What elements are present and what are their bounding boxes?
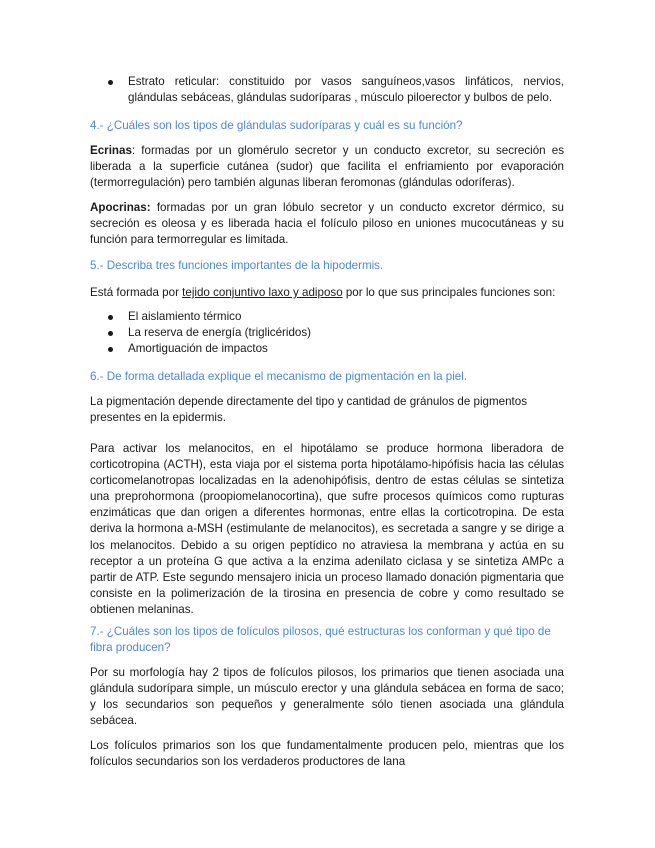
list-item-text: Estrato reticular: constituido por vasos sanguíneos,vasos linfáticos, nervios, glándulas sebáceas, glándulas sudoríparas , músculo piloerector y bulbos de pelo. [128, 75, 564, 105]
intro-underlined: tejido conjuntivo laxo y adiposo [182, 286, 343, 299]
ecrinas-paragraph [90, 143, 564, 191]
follicles-para-2: Los folículos primarios son los que fundamentalmente producen pelo, mientras que los folículos secundarios son los verdaderos productores de lana [90, 739, 564, 769]
apocrinas-paragraph [90, 200, 564, 248]
follicles-para-1: Por su morfología hay 2 tipos de folículos pilosos, los primarios que tienen asociada una glándula sudorípara simple, un músculo erector y una glándula sebácea en forma de saco; y los secundarios son pequeños y generalmente sólo tienen asociada una glándula sebácea. [90, 666, 564, 728]
intro-before: Está formada por [90, 286, 183, 299]
pigmentation-para-1: La pigmentación depende directamente del tipo y cantidad de gránulos de pigmentos presentes en la epidermis. [90, 395, 527, 425]
list-item [108, 341, 564, 357]
list-item-text: Amortiguación de impactos [128, 342, 268, 355]
bullet-icon [108, 315, 113, 320]
apocrinas-text: formadas por un gran lóbulo secretor y un conducto excretor dérmico, su secreción es oleosa y es liberada hacia el folículo piloso en uniones mucocutáneas y su función para termorregular es limitada. [90, 201, 564, 247]
hipodermis-intro [90, 285, 564, 301]
list-item-text: El aislamiento térmico [128, 310, 242, 323]
ecrinas-text: : formadas por un glomérulo secretor y un conducto excretor, su secreción es liberada a la superficie cutánea (sudor) que facilita el enfriamiento por evaporación (termorregulación) pero también algunas liberan feromonas (glándulas odoríferas). [90, 144, 564, 190]
list-item-text: La reserva de energía (triglicéridos) [128, 326, 312, 339]
ecrinas-label: Ecrinas [90, 144, 132, 157]
list-item [108, 309, 564, 325]
list-item-estrato-reticular [108, 74, 564, 106]
question-6-heading: 6.- De forma detallada explique el mecanismo de pigmentación en la piel. [90, 370, 468, 383]
question-7-heading: 7.- ¿Cuáles son los tipos de folículos pilosos, qué estructuras los conforman y qué tipo de fibra producen? [90, 625, 551, 655]
intro-after: por lo que sus principales funciones son: [342, 286, 556, 299]
pigmentation-para-2: Para activar los melanocitos, en el hipotálamo se produce hormona liberadora de corticotropina (ACTH), esta viaja por el sistema porta hipotálamo-hipófisis hacia las células corticomelanotropas localizadas en la adenohipófisis, dentro de estas células se sintetiza una preprohormona (proopiomelanocortina), que sufre procesos químicos como rupturas enzimáticas que dan origen a diferentes hormonas, entre ellas la corticotropina. De esta deriva la hormona a-MSH (estimulante de melanocitos), es secretada a sangre y se dirige a los melanocitos. Debido a su origen peptídico no atraviesa la membrana y actúa en su receptor a un proteína G que activa a la enzima adenilato ciclasa y se sintetiza AMPc a partir de ATP. Este segundo mensajero inicia un proceso llamado donación pigmentaria que consiste en la polimerización de la tirosina en presencia de cobre y como resultado se obtienen melaninas. [90, 442, 564, 616]
bullet-icon [108, 331, 113, 336]
question-4-heading: 4.- ¿Cuáles son los tipos de glándulas sudoríparas y cuál es su función? [90, 119, 463, 132]
bullet-icon [108, 80, 113, 85]
list-item [108, 325, 564, 341]
question-5-heading: 5.- Describa tres funciones importantes de la hipodermis. [90, 259, 384, 272]
bullet-icon [108, 347, 113, 352]
apocrinas-label: Apocrinas: [90, 201, 151, 214]
